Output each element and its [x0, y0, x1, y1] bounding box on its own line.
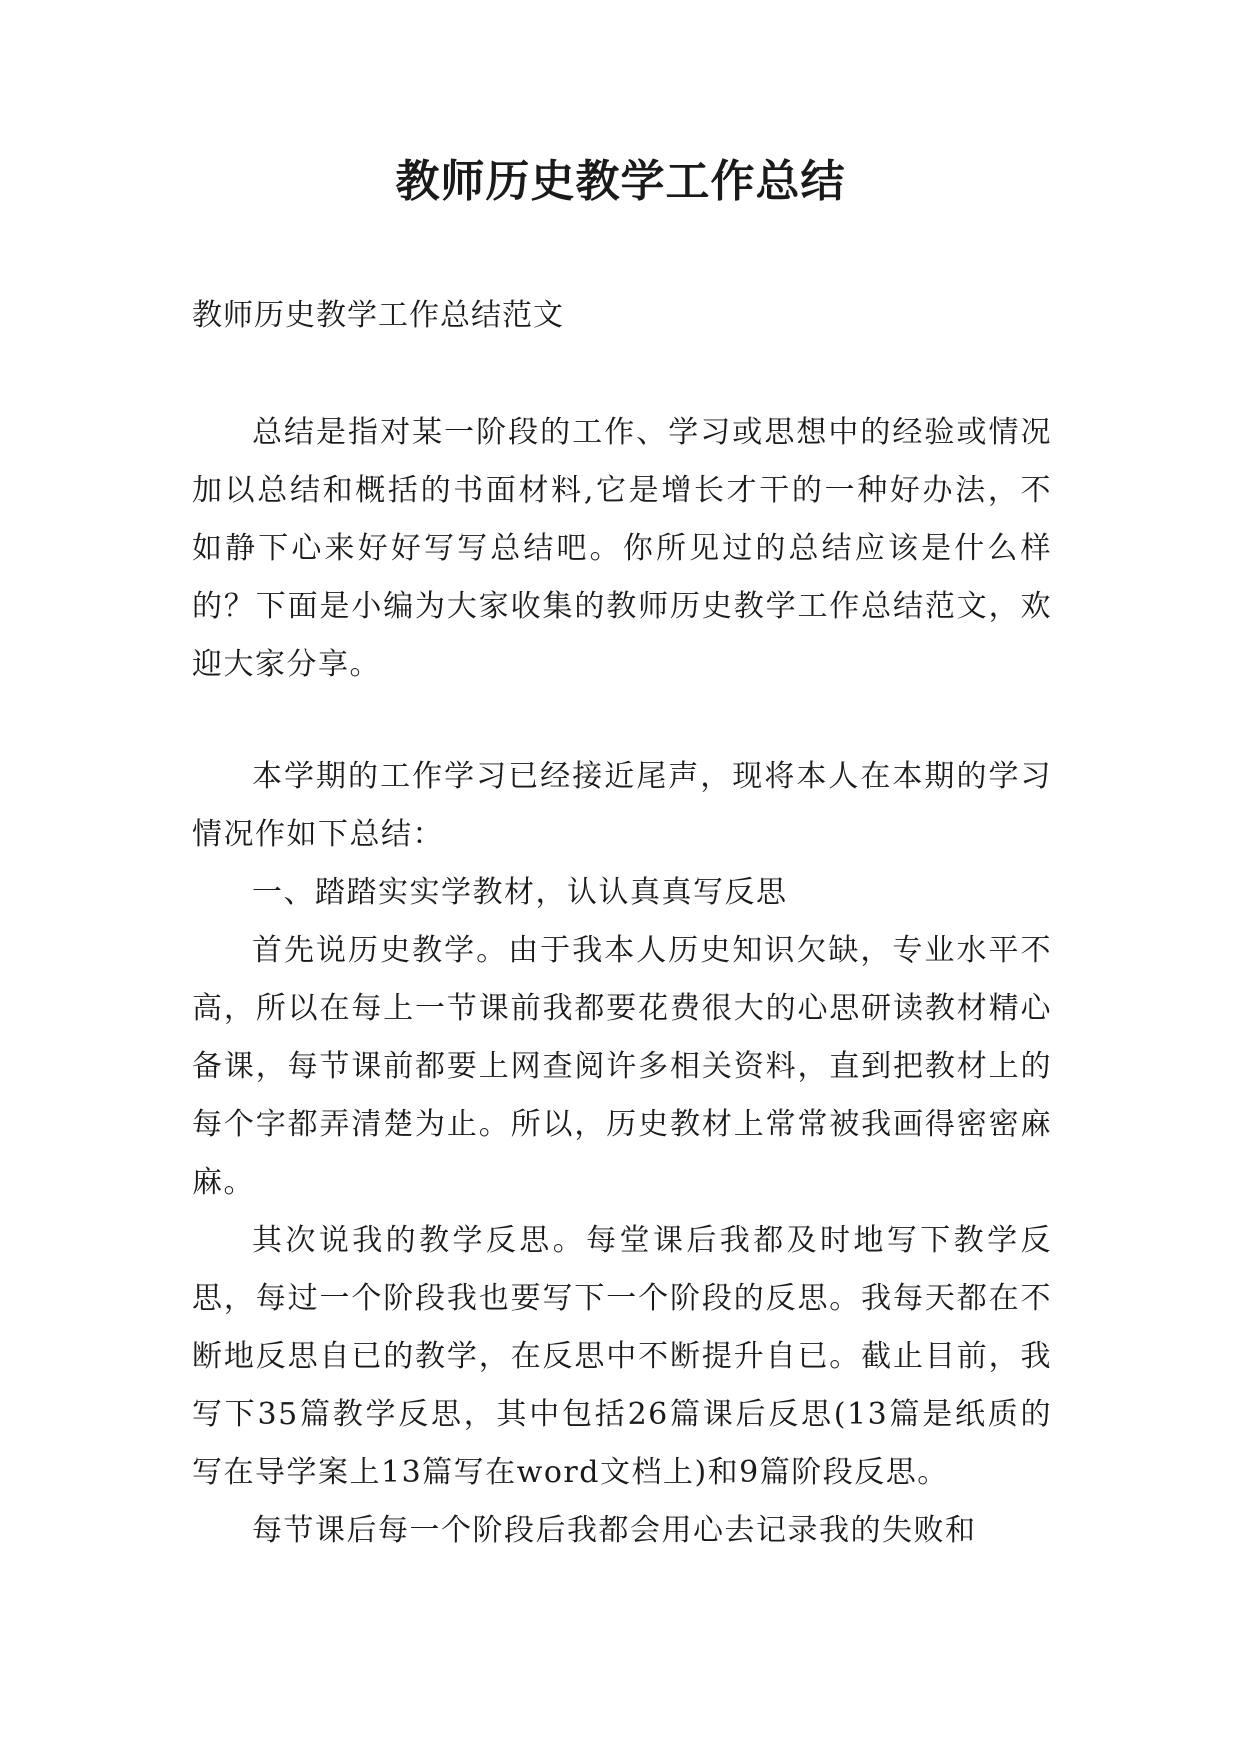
- document-title: 教师历史教学工作总结: [395, 156, 846, 207]
- intro-block: [192, 404, 1052, 694]
- main-body: [192, 748, 1052, 1560]
- paragraph-continued: 每节课后每一个阶段后我都会用心去记录我的失败和: [252, 1513, 977, 1548]
- paragraph-reflection: 其次说我的教学反思。每堂课后我都及时地写下教学反思，每过一个阶段我也要写下一个阶段的反思。我每天都在不断地反思自已的教学，在反思中不断提升自已。截止目前，我写下35篇教学反思，其中包括26篇课后反思(13篇是纸质的写在导学案上13篇写在word文档上)和9篇阶段反思。: [192, 1223, 1052, 1490]
- paragraph-opening: 本学期的工作学习已经接近尾声，现将本人在本期的学习情况作如下总结：: [192, 759, 1052, 852]
- paragraph-history-teaching: 首先说历史教学。由于我本人历史知识欠缺，专业水平不高，所以在每上一节课前我都要花费很大的心思研读教材精心备课，每节课前都要上网查阅许多相关资料，直到把教材上的每个字都弄清楚为止。所以，历史教材上常常被我画得密密麻麻。: [192, 933, 1052, 1200]
- document-subtitle: 教师历史教学工作总结范文: [192, 298, 564, 333]
- section-heading-1: 一、踏踏实实学教材，认认真真写反思: [252, 875, 788, 910]
- intro-paragraph: 总结是指对某一阶段的工作、学习或思想中的经验或情况加以总结和概括的书面材料,它是增长才干的一种好办法，不如静下心来好好写写总结吧。你所见过的总结应该是什么样的？下面是小编为大家收集的教师历史教学工作总结范文，欢迎大家分享。: [192, 415, 1052, 682]
